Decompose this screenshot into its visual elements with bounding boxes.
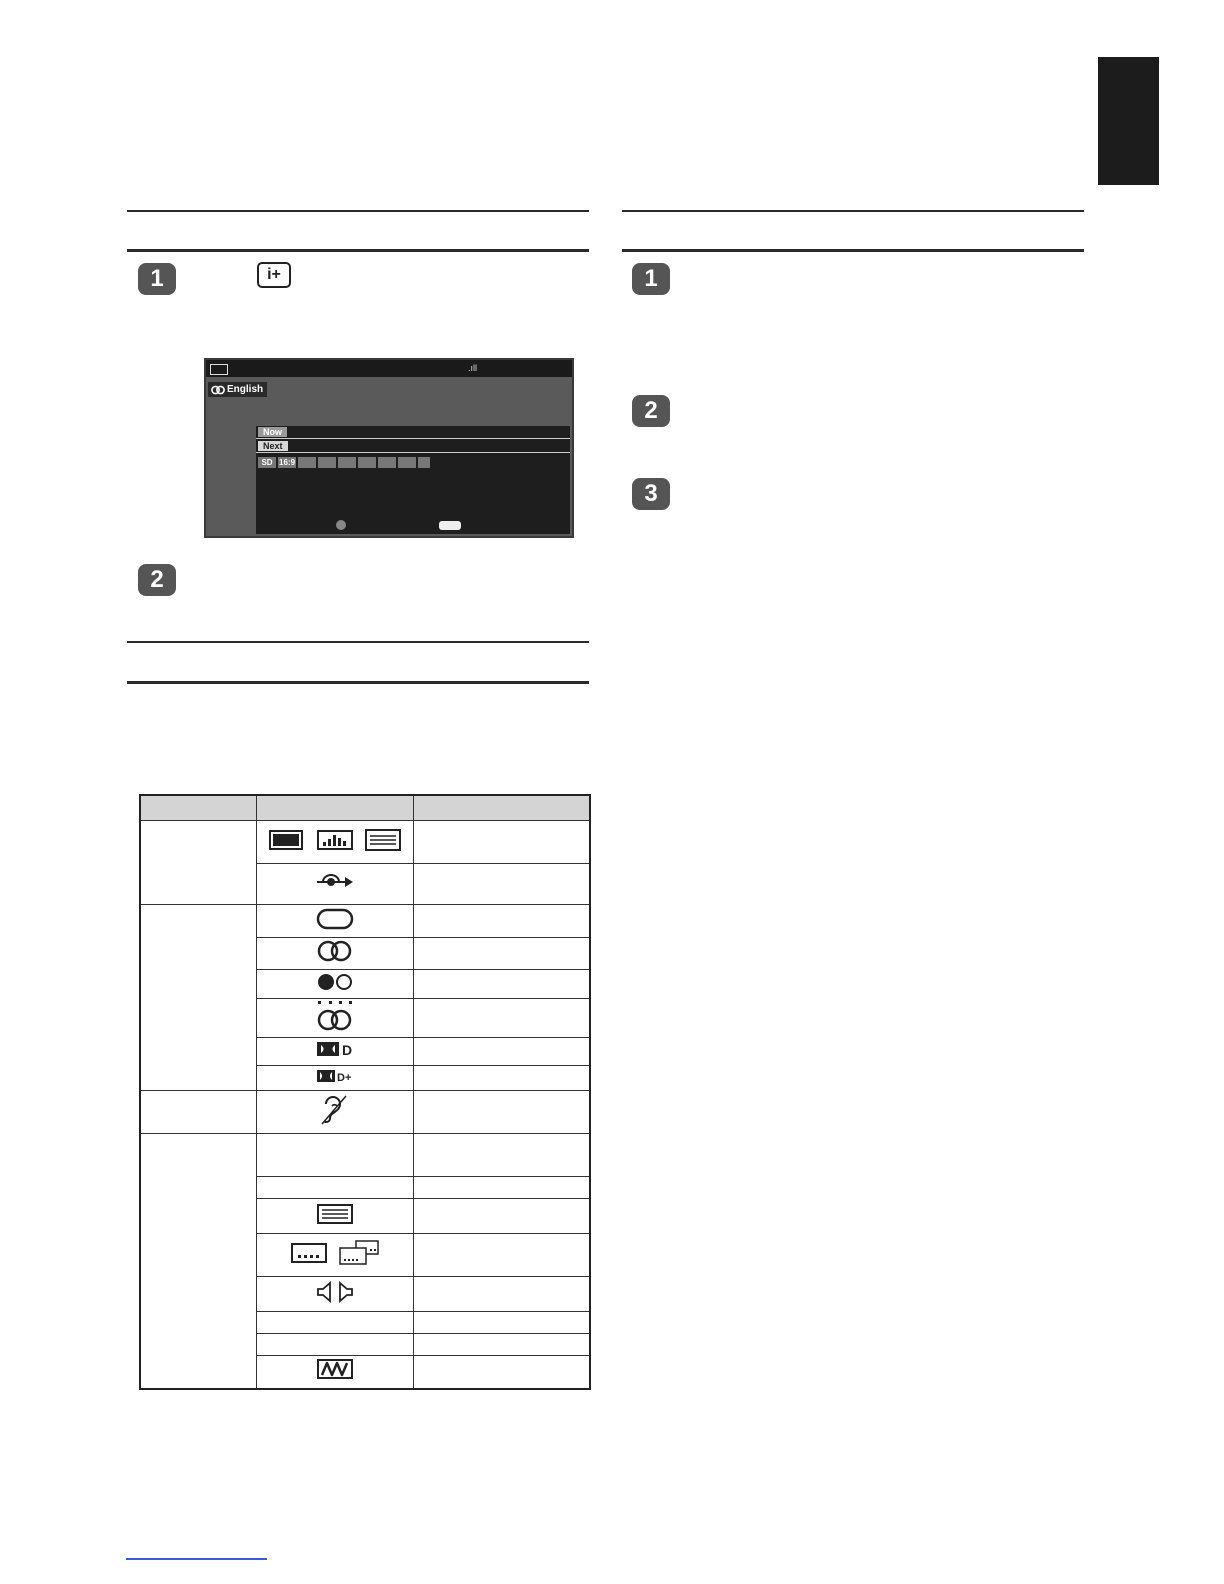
description-cell: [413, 1199, 590, 1234]
section-rule-bottom-right: [622, 249, 1084, 252]
description-cell: [413, 1334, 590, 1356]
section-rule-bottom: [127, 249, 589, 252]
stereo-icon: [256, 938, 413, 970]
category-cell-other: [140, 1134, 256, 1389]
audio-language-badge: [208, 382, 267, 397]
tv-info-screen: [204, 358, 574, 538]
description-cell: [413, 1312, 590, 1334]
signal-forward-icon: [256, 864, 413, 905]
icon-legend-table: [139, 794, 591, 1390]
screen-format-icons: [256, 821, 413, 864]
icon-cell-empty: [256, 1312, 413, 1334]
description-cell: [413, 1356, 590, 1389]
table-row: [140, 821, 590, 864]
subtitle-icons: [256, 1234, 413, 1277]
audio-description-icon: [256, 1277, 413, 1312]
language-tab: [1098, 57, 1159, 185]
description-cell: [413, 938, 590, 970]
exit-button-icon: [439, 521, 461, 530]
teletext-icon: [256, 1199, 413, 1234]
hearing-impaired-icon: [256, 1091, 413, 1134]
step-1-badge: 1: [138, 263, 176, 295]
icon-cell-empty: [256, 1177, 413, 1199]
right-step-1-badge: 1: [632, 263, 670, 295]
description-cell: [413, 905, 590, 938]
next-row: [256, 440, 570, 453]
description-cell: [413, 1277, 590, 1312]
now-label: Now: [258, 427, 287, 437]
footer-link-underline: [126, 1558, 267, 1560]
dolby-d-label: D: [341, 1042, 352, 1058]
dual-mono-icon: [256, 970, 413, 999]
programme-flags: [258, 457, 430, 468]
flag-3: [298, 457, 316, 468]
dolby-digital-icon: [256, 1038, 413, 1066]
description-cell: [413, 1134, 590, 1177]
section-rule-top: [127, 210, 589, 212]
category-cell-audio: [140, 905, 256, 1091]
description-cell: [413, 1091, 590, 1134]
description-cell: [413, 821, 590, 864]
section-rule-top-right: [622, 210, 1084, 212]
flag-8: [398, 457, 416, 468]
audio-language-label: English: [227, 384, 264, 395]
now-row: [256, 426, 570, 439]
description-cell: [413, 999, 590, 1038]
flag-aspect: 16:9: [279, 458, 296, 467]
flag-audio: [338, 457, 356, 468]
table-header-row: [140, 795, 590, 821]
next-label: Next: [258, 441, 288, 451]
header-category: [140, 795, 256, 821]
mono-icon: [256, 905, 413, 938]
signal-strength-icon: .ıll: [468, 363, 477, 373]
right-step-2-badge: 2: [632, 395, 670, 427]
description-cell: [413, 1177, 590, 1199]
right-step-3-badge: 3: [632, 478, 670, 510]
flag-teletext: [318, 457, 336, 468]
category-cell-access: [140, 1091, 256, 1134]
category-cell-video: [140, 821, 256, 905]
stereo-icon: [211, 385, 225, 395]
step-2-badge: 2: [138, 564, 176, 596]
icon-cell-empty: [256, 1134, 413, 1177]
description-cell: [413, 864, 590, 905]
multichannel-icon: [256, 999, 413, 1038]
description-cell: [413, 1234, 590, 1277]
flag-7: [378, 457, 396, 468]
flag-9: [418, 457, 430, 468]
navigation-icon: [336, 520, 346, 530]
flag-6: [358, 457, 376, 468]
flag-sd: SD: [258, 457, 276, 468]
programme-info-panel: [256, 426, 570, 534]
table-row: [140, 1091, 590, 1134]
description-cell: [413, 1066, 590, 1091]
table-row: [140, 905, 590, 938]
table-row: [140, 1134, 590, 1177]
icon-cell-empty: [256, 1334, 413, 1356]
info-plus-button-icon: i+: [257, 262, 291, 288]
header-icon: [256, 795, 413, 821]
description-cell: [413, 1038, 590, 1066]
section2-rule-top: [127, 641, 589, 643]
channel-icon: [210, 364, 228, 375]
section2-rule-bottom: [127, 681, 589, 684]
description-cell: [413, 970, 590, 999]
interactive-icon: [256, 1356, 413, 1389]
tv-top-bar: [206, 360, 572, 377]
dolby-digital-plus-icon: [256, 1066, 413, 1091]
dolby-dplus-label: D+: [336, 1071, 352, 1084]
header-description: [413, 795, 590, 821]
